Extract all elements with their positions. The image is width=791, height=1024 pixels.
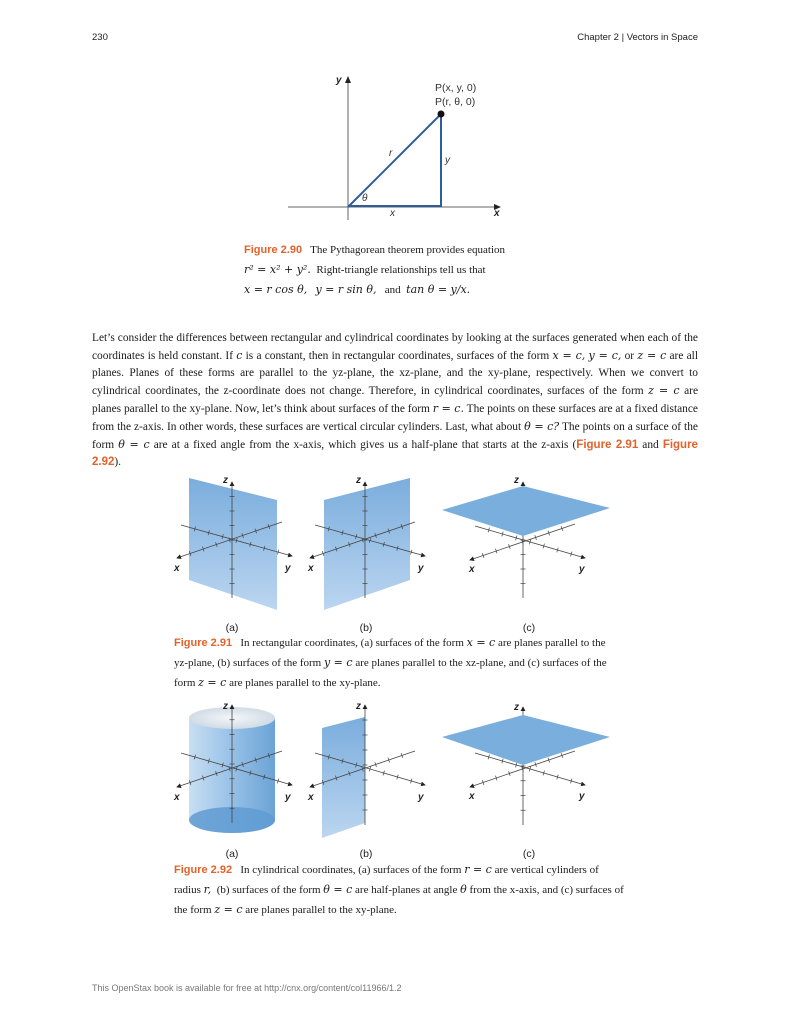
subfigure-label-c: (c) [522, 622, 536, 634]
figure-2-92-caption [174, 860, 624, 920]
caption-text: Right-triangle relationships tell us that [316, 264, 486, 276]
math: x = c, [552, 349, 586, 362]
body-paragraph [92, 330, 698, 471]
caption-text: In rectangular coordinates, (a) surfaces of the form [240, 637, 464, 649]
math: θ = c [118, 438, 150, 451]
y-label: y [285, 563, 291, 574]
caption-text: and [384, 284, 401, 296]
point-label-cyl: P(r, θ, 0) [435, 96, 476, 108]
caption-math: z = c [198, 676, 227, 689]
figure-label: Figure 2.92 [174, 864, 233, 876]
half-plane-surface [322, 717, 365, 838]
z-label: z [356, 475, 361, 486]
figure-2-92-link[interactable]: Figure 2.92 [92, 439, 698, 468]
x-axis-label: x [494, 208, 500, 219]
math: c [236, 349, 243, 362]
text-run: The points on a surface of the form [92, 421, 698, 451]
page-number: 230 [92, 32, 108, 43]
caption-math: z = c [214, 903, 243, 916]
subfigure-label-a: (a) [225, 622, 239, 634]
caption-math: θ = c [323, 883, 353, 896]
x-label: x [469, 791, 475, 802]
panel-c-plane-z-eq-c [442, 475, 610, 598]
label-r: r [389, 148, 393, 159]
y-axis-label: y [336, 75, 342, 86]
figure-2-91-link[interactable]: Figure 2.91 [576, 439, 639, 451]
figure-label: Figure 2.90 [244, 244, 303, 256]
panel-c-plane-z-eq-c [442, 702, 610, 825]
panel-a-cylinder-r-eq-c [173, 701, 292, 833]
text-run: ). [114, 456, 122, 468]
panel-a-plane-x-eq-c [173, 475, 292, 610]
plane-surface [442, 486, 610, 536]
plane-surface [324, 478, 410, 610]
y-label: y [285, 792, 291, 803]
caption-math: r, [203, 883, 212, 896]
math: y = c, [588, 349, 622, 362]
caption-math: θ [460, 883, 467, 896]
plane-surface [442, 715, 610, 765]
caption-text: are planes parallel to the xy-plane. [229, 677, 381, 689]
caption-math: tan θ = y/x. [406, 283, 471, 296]
text-run: is a constant, then in rectangular coordinates, surfaces of the form [245, 350, 550, 362]
caption-math: y = c [323, 656, 353, 669]
z-label: z [514, 475, 519, 486]
label-x: x [390, 208, 395, 219]
subfigure-label-a: (a) [225, 848, 239, 860]
caption-text: from the x-axis, and (c) surfaces of the form [174, 884, 624, 916]
subfigure-label-b: (b) [359, 622, 373, 634]
z-label: z [514, 702, 519, 713]
caption-math: x = r cos θ, [244, 283, 308, 296]
caption-text: are planes parallel to the yz-plane, (b) surfaces of the form [174, 637, 606, 669]
x-label: x [308, 792, 314, 803]
caption-text: are planes parallel to the xy-plane. [245, 904, 397, 916]
z-label: z [223, 701, 228, 712]
y-label: y [418, 792, 424, 803]
z-label: z [223, 475, 228, 486]
label-theta: θ [362, 193, 368, 204]
x-label: x [469, 564, 475, 575]
panel-b-half-plane-theta-eq-c [307, 701, 425, 838]
math: θ = c? [524, 420, 560, 433]
math: z = c [648, 384, 680, 397]
x-label: x [308, 563, 314, 574]
figure-label: Figure 2.91 [174, 637, 233, 649]
caption-text: are vertical cylinders of radius [174, 864, 599, 896]
caption-text: are half-planes at angle [355, 884, 458, 896]
text-run: are all planes. Planes of these forms are parallel to the yz-plane, the xz-plane, and the xy-plane, respectively. When we convert to cylindrical coordinates, the z-coordinate does not change. Therefore, in cylindrical coordinates, surfaces of the form [92, 350, 699, 397]
caption-math: r² = x² + y². [244, 263, 311, 276]
z-label: z [356, 701, 361, 712]
caption-text: are planes parallel to the xz-plane, and (c) surfaces of the form [174, 657, 607, 689]
subfigure-label-c: (c) [522, 848, 536, 860]
text-run: Let’s consider the differences between rectangular and cylindrical coordinates by looking at the surfaces generated when each of the coordinates is held constant. If [92, 332, 698, 362]
text-run: are planes parallel to the xy-plane. Now, let’s think about surfaces of the form [92, 385, 698, 415]
caption-text: In cylindrical coordinates, (a) surfaces of the form [240, 864, 462, 876]
y-label: y [418, 563, 424, 574]
y-label: y [579, 791, 585, 802]
plane-surface [189, 478, 277, 610]
subfigure-label-b: (b) [359, 848, 373, 860]
text-run: The points on these surfaces are at a fixed distance from the z-axis. In other words, these surfaces are vertical circular cylinders. Last, what about [92, 403, 698, 433]
caption-math: r = c [464, 863, 492, 876]
figure-2-92-diagram [165, 695, 625, 845]
figure-2-90-diagram [280, 65, 520, 225]
point-p [438, 111, 445, 118]
y-label: y [579, 564, 585, 575]
panel-b-plane-y-eq-c [307, 475, 425, 610]
label-y: y [445, 155, 450, 166]
caption-math: y = r sin θ, [315, 283, 377, 296]
x-label: x [174, 792, 180, 803]
caption-text: The Pythagorean theorem provides equation [310, 244, 506, 256]
text-run: and [642, 439, 659, 451]
x-label: x [174, 563, 180, 574]
figure-2-90-caption [244, 241, 564, 300]
math: z = c [637, 349, 667, 362]
footer-text: This OpenStax book is available for free at http://cnx.org/content/col11966/1.2 [92, 983, 402, 993]
caption-math: x = c [466, 636, 496, 649]
text-run: or [624, 350, 635, 362]
running-header: Chapter 2 | Vectors in Space [577, 32, 698, 43]
figure-2-91-caption [174, 633, 614, 693]
point-label-rect: P(x, y, 0) [435, 82, 477, 94]
figure-2-91-diagram [165, 470, 625, 620]
math: r = c. [432, 402, 464, 415]
text-run: are at a fixed angle from the x-axis, which gives us a half-plane that starts at the z-axis ( [153, 439, 577, 451]
caption-text: (b) surfaces of the form [216, 884, 321, 896]
